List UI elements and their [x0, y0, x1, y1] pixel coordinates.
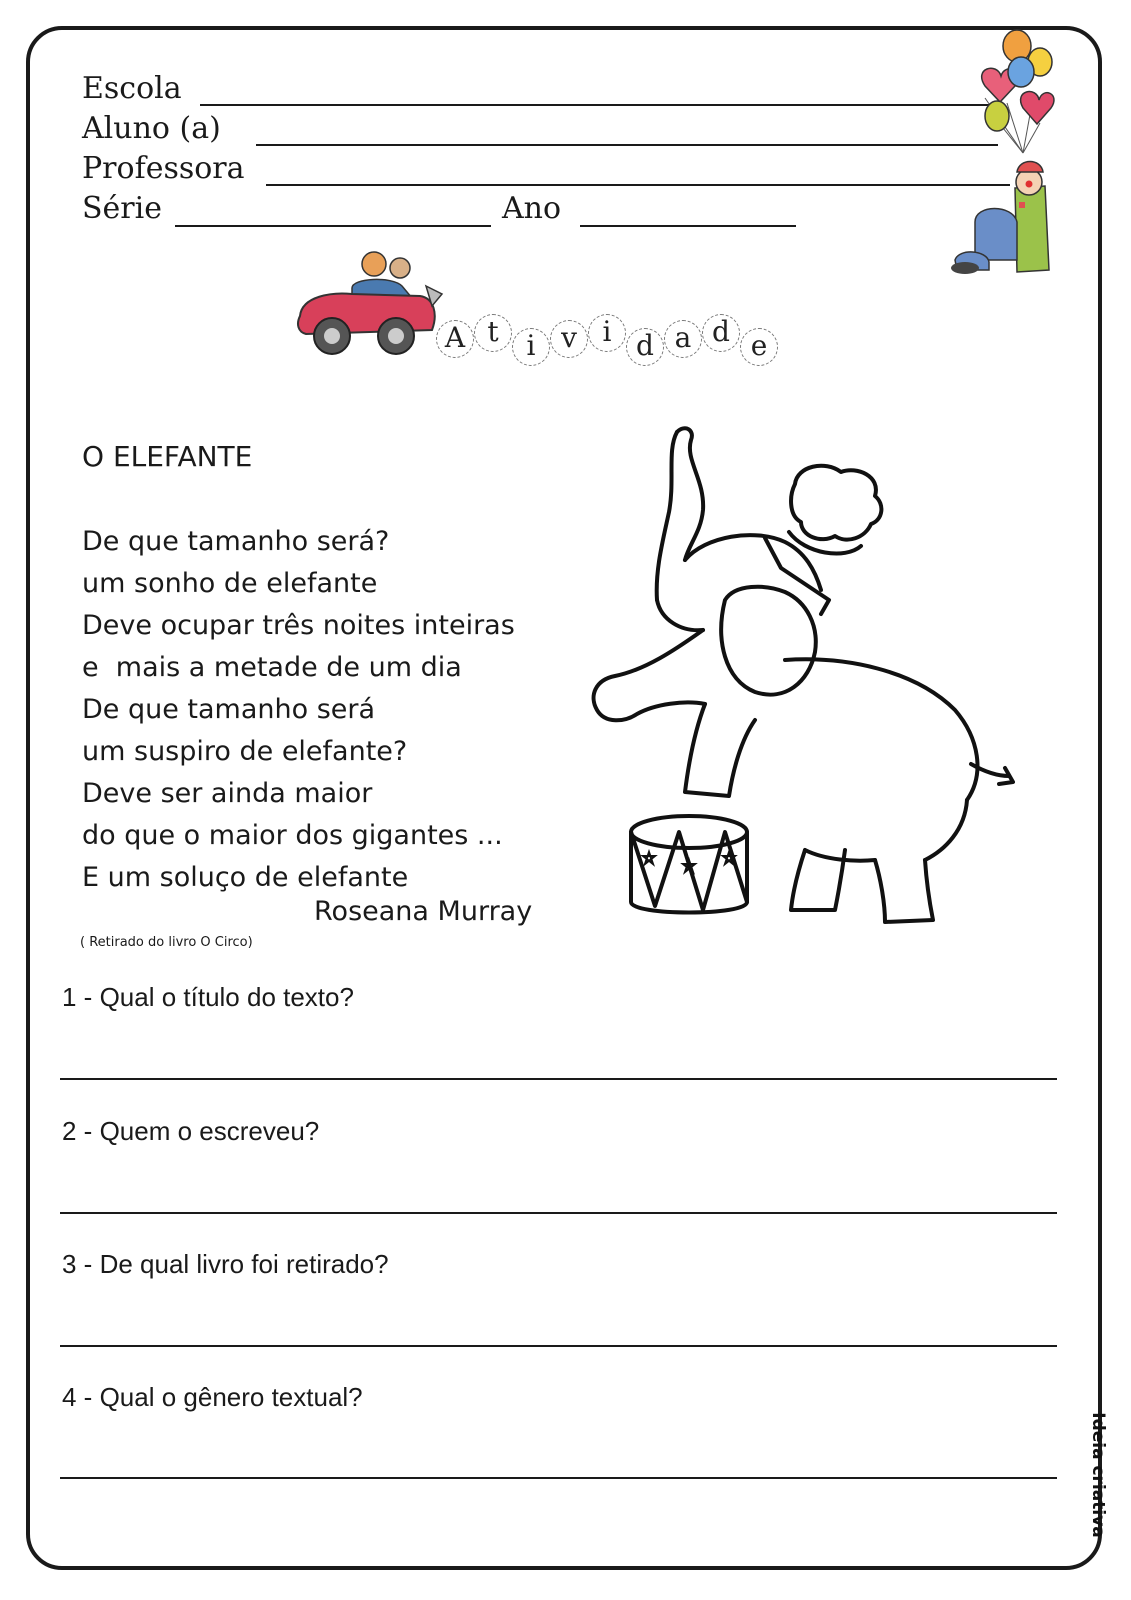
question-2: 2 - Quem o escreveu? — [62, 1116, 320, 1146]
poem-line: um suspiro de elefante? — [82, 736, 408, 767]
banner-letter: v — [550, 320, 588, 358]
poem-line: Deve ocupar três noites inteiras — [82, 610, 515, 641]
banner-letter: A — [436, 320, 474, 358]
poem-line: De que tamanho será — [82, 694, 376, 725]
school-field-line[interactable] — [200, 104, 990, 106]
poem-line: E um soluço de elefante — [82, 862, 409, 893]
banner-letter: a — [664, 320, 702, 358]
teacher-label: Professora — [82, 151, 245, 186]
banner-letter: i — [512, 328, 550, 366]
year-label: Ano — [502, 191, 562, 226]
banner-letter: d — [626, 328, 664, 366]
answer-line-3[interactable] — [60, 1345, 1057, 1347]
banner-letter: t — [474, 314, 512, 352]
banner-letter: i — [588, 314, 626, 352]
poem-body — [82, 521, 515, 899]
grade-label: Série — [82, 191, 162, 226]
poem-title: O ELEFANTE — [82, 440, 253, 473]
poem-line: um sonho de elefante — [82, 568, 378, 599]
student-field-line[interactable] — [256, 144, 998, 146]
answer-line-1[interactable] — [60, 1078, 1057, 1080]
poem-author: Roseana Murray — [314, 896, 533, 927]
year-field-line[interactable] — [580, 225, 796, 227]
banner-letter: e — [740, 328, 778, 366]
clown-icon — [945, 150, 1060, 280]
activity-banner — [436, 314, 781, 374]
banner-letter: d — [702, 314, 740, 352]
car-icon — [292, 238, 444, 362]
poem-line: e mais a metade de um dia — [82, 652, 462, 683]
brand-logo — [1078, 1410, 1118, 1540]
poem-line: Deve ser ainda maior — [82, 778, 373, 809]
question-1: 1 - Qual o título do texto? — [62, 982, 354, 1012]
question-3: 3 - De qual livro foi retirado? — [62, 1249, 389, 1279]
school-label: Escola — [82, 71, 182, 106]
student-label: Aluno (a) — [82, 111, 221, 146]
elephant-icon — [585, 420, 1015, 930]
grade-field-line[interactable] — [175, 225, 491, 227]
brand-text: Ideia criativa — [1088, 1412, 1108, 1538]
question-4: 4 - Qual o gênero textual? — [62, 1382, 363, 1412]
answer-line-4[interactable] — [60, 1477, 1057, 1479]
poem-line: do que o maior dos gigantes ... — [82, 820, 503, 851]
teacher-field-line[interactable] — [266, 184, 1010, 186]
answer-line-2[interactable] — [60, 1212, 1057, 1214]
poem-line: De que tamanho será? — [82, 526, 390, 557]
poem-source: ( Retirado do livro O Circo) — [80, 935, 253, 950]
